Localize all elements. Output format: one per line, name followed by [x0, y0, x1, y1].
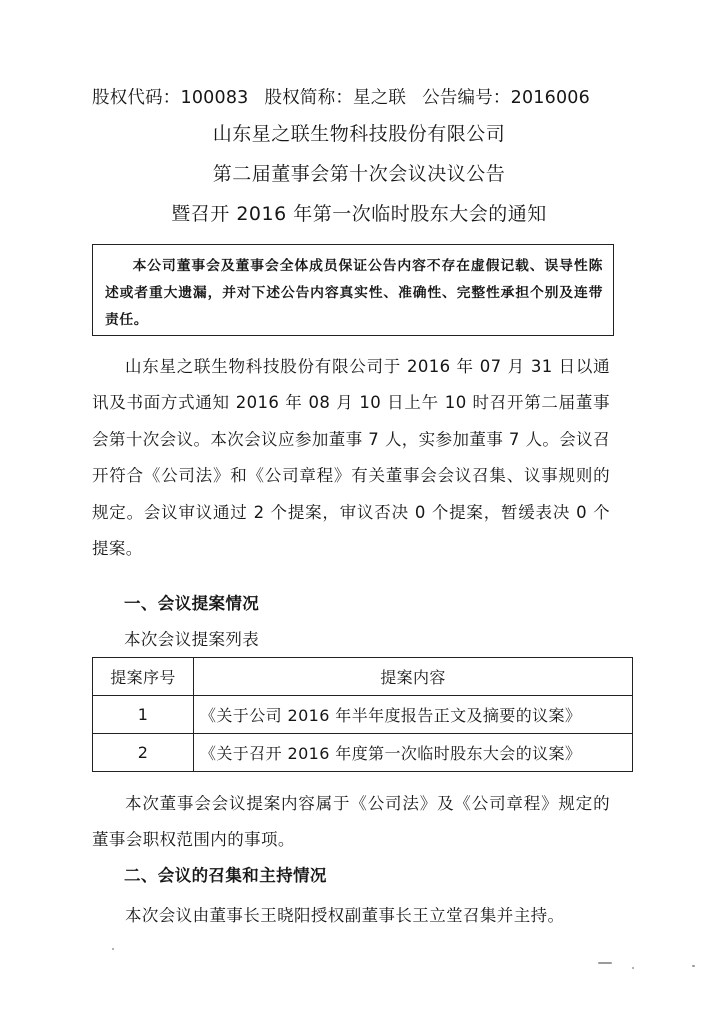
notice-number-value: 2016006 — [510, 88, 590, 108]
table-header-row — [93, 658, 633, 696]
disclaimer-box: 本公司董事会及董事会全体成员保证公告内容不存在虚假记载、误导性陈述或者重大遗漏，并对下述公告内容真实性、准确性、完整性承担个别及连带责任。 — [92, 244, 614, 336]
column-header-number: 提案序号 — [93, 658, 194, 696]
announcement-title: 第二届董事会第十次会议决议公告 — [212, 163, 506, 185]
intro-paragraph: 山东星之联生物科技股份有限公司于 2016 年 07 月 31 日以通讯及书面方式通知 2016 年 08 月 10 日上午 10 时召开第二届董事会第十次会议。本次会议应参加董事 7 人，实参加董事 7 人。会议召开符合《公司法》和《公司章程》有关董事会会议召集、议事规则的规定。会议审议通过 2 个提案，审议否决 0 个提案，暂缓表决 0 个提案。 — [92, 357, 610, 559]
proposal-content: 《关于召开 2016 年度第一次临时股东大会的议案》 — [194, 734, 633, 772]
stock-code-value: 100083 — [180, 88, 249, 108]
stock-abbr-value: 星之联 — [353, 88, 407, 108]
section-heading-convening: 二、会议的召集和主持情况 — [124, 866, 327, 885]
convening-paragraph: 本次会议由董事长王晓阳授权副董事长王立堂召集并主持。 — [125, 906, 565, 925]
proposal-number: 2 — [93, 734, 194, 772]
section-heading-proposals: 一、会议提案情况 — [124, 594, 260, 613]
scan-speck — [692, 965, 695, 967]
proposal-number: 1 — [93, 696, 194, 734]
announcement-meta-line — [92, 84, 622, 109]
notice-number-label: 公告编号： — [422, 88, 511, 108]
table-row — [93, 696, 633, 734]
stock-abbr-label: 股权简称： — [264, 88, 354, 108]
proposal-scope-paragraph: 本次董事会会议提案内容属于《公司法》及《公司章程》规定的董事会职权范围内的事项。 — [92, 794, 610, 850]
scan-speck — [112, 948, 114, 950]
stock-code-label: 股权代码： — [92, 88, 181, 108]
company-name-title: 山东星之联生物科技股份有限公司 — [212, 123, 506, 145]
scan-speck — [632, 967, 634, 969]
table-row — [93, 734, 633, 772]
proposal-table-caption: 本次会议提案列表 — [124, 630, 260, 649]
announcement-subtitle: 暨召开 2016 年第一次临时股东大会的通知 — [171, 203, 547, 225]
proposal-table — [92, 657, 633, 772]
scan-speck — [598, 962, 612, 964]
proposal-content: 《关于公司 2016 年半年度报告正文及摘要的议案》 — [194, 696, 633, 734]
column-header-content: 提案内容 — [194, 658, 633, 696]
